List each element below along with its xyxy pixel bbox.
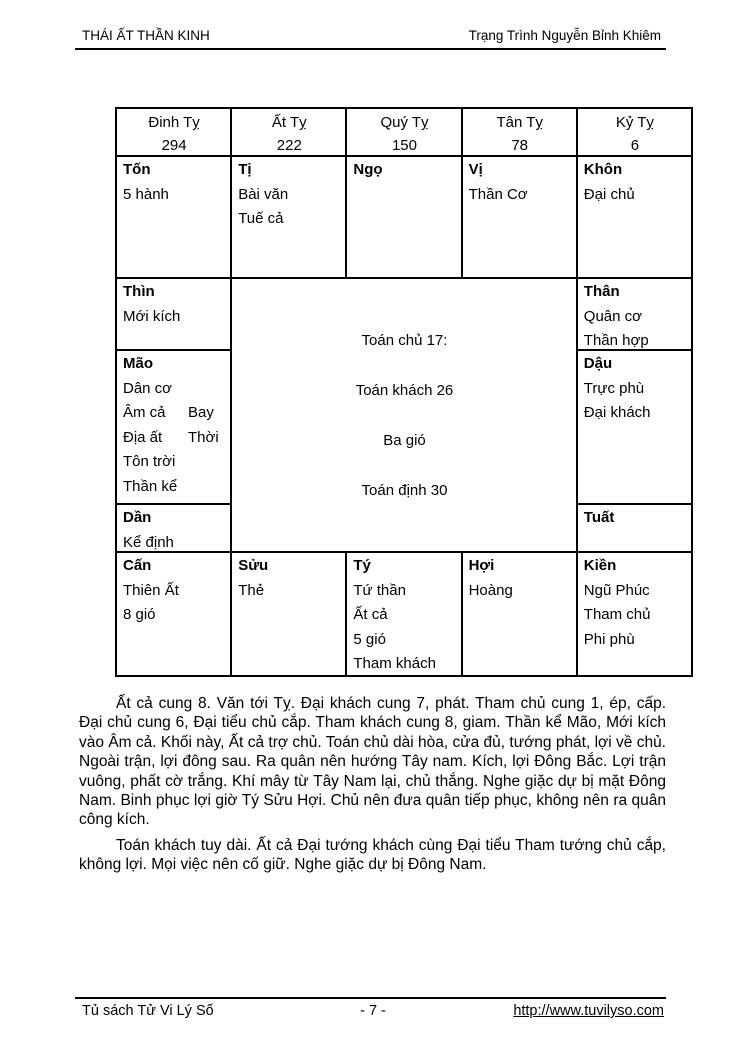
- palace-cell-ngo: [346, 156, 461, 278]
- footer-website-link[interactable]: http://www.tuvilyso.com: [513, 1003, 664, 1019]
- palace-line: 8 gió: [123, 606, 156, 623]
- palace-title: Kiền: [583, 557, 617, 574]
- year-cell-quy-ty: [346, 108, 461, 156]
- palace-cell-tuat: [577, 504, 692, 552]
- palace-line: Đại chủ: [583, 185, 635, 203]
- palace-title: Tuất: [583, 509, 615, 526]
- palace-line: Quân cơ: [583, 307, 642, 325]
- palace-title: Thìn: [123, 283, 155, 300]
- palace-title: Dần: [123, 509, 152, 526]
- center-summary-cell: [231, 278, 577, 552]
- paragraph-2: Toán khách tuy dài. Ất cả Đại tướng khách cùng Đại tiểu Tham tướng chủ cắp, không lợi. Mọi việc nên cố giữ. Nghe giặc dự bị Đông Nam.: [79, 836, 666, 874]
- page-header: [75, 28, 666, 50]
- palace-line: Tứ thần: [353, 581, 406, 599]
- palace-line: Tham chủ: [583, 606, 651, 623]
- palace-cell-hoi: [462, 552, 577, 676]
- toan-dinh-line: Toán định 30: [361, 482, 448, 499]
- palace-line: Tôn trời: [123, 453, 176, 470]
- year-value: 6: [630, 137, 640, 154]
- palace-cell-ton: [116, 156, 231, 278]
- ba-gio-line: Ba gió: [383, 432, 426, 449]
- palace-title: Tý: [353, 557, 371, 574]
- palace-line: Tham khách: [353, 655, 436, 672]
- palace-cell-kien: [577, 552, 692, 676]
- palace-line: Kể định: [123, 533, 174, 551]
- palace-title: Mão: [123, 355, 153, 372]
- year-name: Tân Tỵ: [496, 114, 543, 131]
- palace-cell-can: [116, 552, 231, 676]
- palace-title: Ngọ: [353, 161, 383, 178]
- palace-cell-ti: [231, 156, 346, 278]
- pair-left: Địa ất: [123, 428, 163, 446]
- year-cell-ky-ty: [577, 108, 692, 156]
- year-value: 78: [511, 137, 529, 154]
- palace-line: Thần Cơ: [468, 185, 528, 203]
- palace-line: Thần hợp: [583, 332, 649, 349]
- page-number: - 7 -: [360, 1003, 386, 1019]
- year-cell-dinh-ty: [116, 108, 231, 156]
- palace-cell-ty: [346, 552, 461, 676]
- year-cell-at-ty: [231, 108, 346, 156]
- palace-line: Thiên Ất: [123, 581, 179, 599]
- palace-cell-khon: [577, 156, 692, 278]
- year-name: Quý Tỵ: [380, 114, 429, 131]
- toan-chu-line: Toán chủ 17:: [361, 332, 448, 349]
- palace-cell-dau: [577, 350, 692, 504]
- paragraph-1: Ất cả cung 8. Văn tới Tỵ. Đại khách cung 7, phát. Tham chủ cung 1, ép, cấp. Đại chủ cung 6, Đại tiểu chủ cắp. Tham khách cung 8, giam. Thần kể Mão, Mới kích vào Âm cả. Khối này, Ất cả trợ chủ. Toán chủ dài hòa, cửa đủ, tướng phát, lợi về chủ. Ngoài trận, lợi đông sau. Ra quân nên hướng Tây nam. Kích, lợi Đông Bắc. Lợi trận vuông, phất cờ trắng. Khí mây từ Tây Nam lại, chủ thắng. Nghe giặc dự bị mặt Đông Nam. Binh phục lợi giờ Tý Sửu Hợi. Chủ nên đưa quân tiếp phục, không nên ra quân công kích.: [79, 695, 666, 829]
- year-name: Đinh Tỵ: [148, 114, 200, 131]
- palace-line: Đại khách: [583, 404, 651, 421]
- page-footer: [75, 997, 666, 1019]
- palace-title: Hợi: [468, 557, 495, 574]
- palace-line: 5 hành: [123, 185, 169, 203]
- palace-cell-mao: [116, 350, 231, 504]
- pair-left: Âm cả: [123, 404, 166, 421]
- year-value: 150: [391, 137, 417, 154]
- palace-title: Khôn: [583, 161, 623, 178]
- palace-line: Thẻ: [238, 581, 265, 599]
- palace-title: Tốn: [123, 161, 151, 178]
- palace-line: Phi phù: [583, 630, 635, 648]
- book-title: THÁI ẤT THẦN KINH: [82, 28, 210, 43]
- palace-line: Hoàng: [468, 581, 513, 599]
- interpretation-text: [79, 694, 666, 875]
- thai-at-chart: [115, 107, 693, 677]
- palace-line: Thần kể: [123, 477, 178, 495]
- year-value: 294: [161, 137, 187, 154]
- palace-line-pair: [123, 426, 225, 451]
- year-value: 222: [276, 137, 302, 154]
- palace-cell-vi: [462, 156, 577, 278]
- year-name: Kỷ Tỵ: [615, 114, 654, 131]
- palace-cell-thin: [116, 278, 231, 350]
- author-name: Trạng Trình Nguyễn Bỉnh Khiêm: [468, 28, 661, 43]
- palace-cell-suu: [231, 552, 346, 676]
- palace-line: Ất cả: [353, 606, 388, 623]
- footer-series-name: Tủ sách Tử Vi Lý Số: [82, 1003, 214, 1019]
- palace-line: Ngũ Phúc: [583, 581, 650, 599]
- palace-cell-than: [577, 278, 692, 350]
- toan-khach-line: Toán khách 26: [355, 382, 454, 399]
- palace-line-pair: [123, 401, 225, 426]
- palace-line: Trực phù: [583, 379, 645, 397]
- palace-cell-dan: [116, 504, 231, 552]
- palace-title: Vị: [468, 161, 483, 178]
- palace-title: Cấn: [123, 557, 152, 574]
- palace-line: Mới kích: [123, 307, 181, 325]
- palace-line: Dân cơ: [123, 379, 173, 397]
- palace-title: Tị: [238, 161, 252, 178]
- year-name: Ất Tỵ: [271, 114, 307, 131]
- pair-right: Thời: [188, 428, 219, 446]
- palace-line: Bài văn: [238, 185, 289, 203]
- year-cell-tan-ty: [462, 108, 577, 156]
- palace-title: Sửu: [238, 557, 269, 574]
- palace-line: Tuế cả: [238, 210, 284, 227]
- palace-line: 5 gió: [353, 630, 386, 648]
- palace-title: Dậu: [583, 355, 613, 372]
- pair-right: Bay: [188, 404, 214, 421]
- palace-title: Thân: [583, 283, 620, 300]
